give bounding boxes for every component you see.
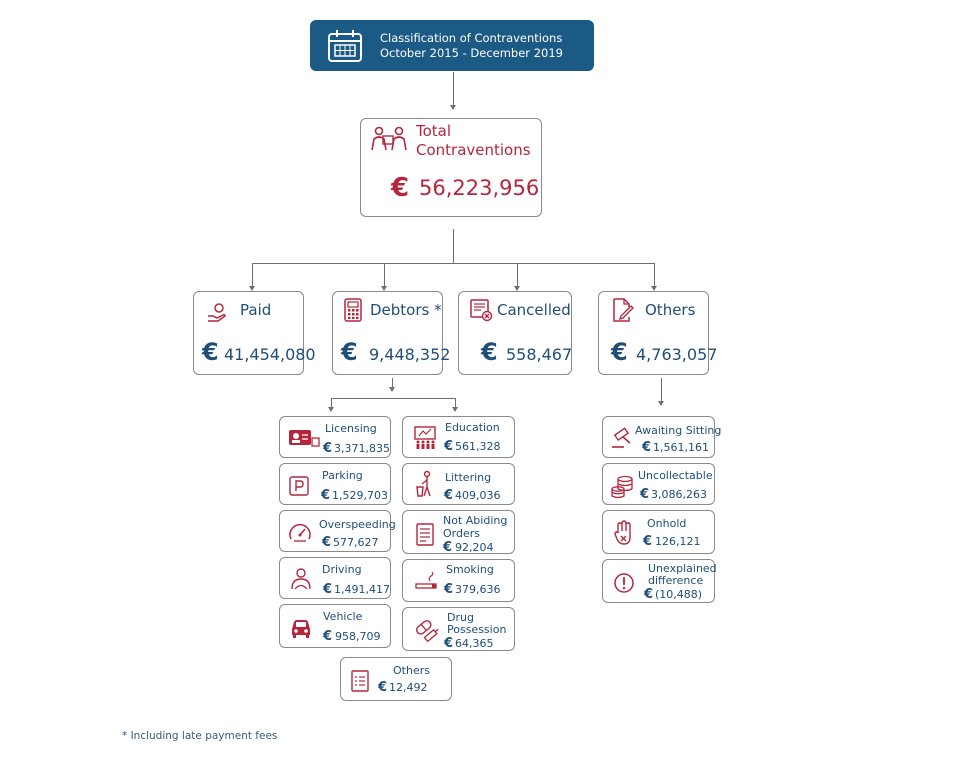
driving-currency: € <box>323 582 333 597</box>
cancelled-label: Cancelled <box>497 301 571 319</box>
uncollectable-value: 3,086,263 <box>651 488 707 501</box>
not-abiding-orders-box <box>402 510 515 554</box>
debtors-label: Debtors * <box>370 301 442 319</box>
connector-line <box>252 263 253 287</box>
driving-label: Driving <box>322 563 362 576</box>
littering-currency: € <box>444 488 454 503</box>
littering-icon <box>415 470 437 498</box>
connector-line <box>453 229 454 263</box>
onhold-value: 126,121 <box>655 535 701 548</box>
header-banner <box>310 20 594 71</box>
header-title: Classification of Contraventions <box>380 31 563 45</box>
driving-box <box>279 557 391 599</box>
awaiting-sitting-value: 1,561,161 <box>653 441 709 454</box>
paid-label: Paid <box>240 301 272 319</box>
unexplained-label-line1: Unexplained <box>648 562 717 575</box>
total-contraventions-box <box>360 118 542 217</box>
connector-line <box>453 72 454 106</box>
drug-value: 64,365 <box>455 637 494 650</box>
connector-line <box>654 263 655 287</box>
others-label: Others <box>645 301 696 319</box>
parking-value: 1,529,703 <box>332 489 388 502</box>
debtors-others-currency: € <box>378 680 388 695</box>
awaiting-sitting-label: Awaiting Sitting <box>635 424 722 437</box>
debtors-others-label: Others <box>393 664 430 677</box>
smoking-label: Smoking <box>446 563 494 576</box>
overspeeding-label: Overspeeding <box>319 518 396 531</box>
paid-value: 41,454,080 <box>224 345 316 364</box>
connector-line <box>661 378 662 402</box>
driving-value: 1,491,417 <box>334 583 390 596</box>
vehicle-value: 958,709 <box>335 630 381 643</box>
others-currency: € <box>611 338 628 366</box>
hand-coin-icon <box>206 302 228 324</box>
onhold-currency: € <box>643 534 653 549</box>
calculator-icon <box>343 298 363 322</box>
pills-icon <box>413 618 441 644</box>
cancelled-value: 558,467 <box>506 345 573 364</box>
document-pen-icon <box>611 297 635 323</box>
total-title-line2: Contraventions <box>416 141 531 159</box>
drug-possession-box <box>402 607 515 651</box>
paid-currency: € <box>202 338 219 366</box>
uncollectable-box <box>602 463 715 505</box>
licensing-label: Licensing <box>325 422 377 435</box>
education-currency: € <box>444 439 454 454</box>
paid-box <box>193 291 316 375</box>
connector-arrow <box>328 407 334 412</box>
not-abiding-currency: € <box>443 540 453 555</box>
licensing-value: 3,371,835 <box>334 442 390 455</box>
not-abiding-value: 92,204 <box>455 541 494 554</box>
exclamation-icon <box>613 572 635 594</box>
connector-line <box>252 263 654 264</box>
parking-box <box>279 463 391 505</box>
licensing-box <box>279 416 391 458</box>
list-document-icon <box>350 670 370 692</box>
vehicle-box <box>279 604 391 648</box>
cancelled-document-icon <box>469 298 493 322</box>
parking-label: Parking <box>322 469 363 482</box>
littering-value: 409,036 <box>455 489 501 502</box>
littering-label: Littering <box>445 471 492 484</box>
onhold-label: Onhold <box>647 517 687 530</box>
gavel-icon <box>610 427 636 449</box>
connector-arrow <box>450 105 456 110</box>
parking-sign-icon <box>289 476 309 496</box>
footnote: * Including late payment fees <box>122 730 278 742</box>
connector-arrow <box>452 407 458 412</box>
overspeeding-value: 577,627 <box>333 536 379 549</box>
license-card-icon <box>288 428 320 448</box>
calendar-icon <box>326 28 364 64</box>
debtors-currency: € <box>341 338 358 366</box>
others-value: 4,763,057 <box>636 345 718 364</box>
cancelled-box <box>458 291 572 375</box>
overspeeding-box <box>279 510 396 552</box>
cigarette-icon <box>414 572 440 592</box>
connector-arrow <box>389 387 395 392</box>
drug-label-line1: Drug <box>447 611 474 624</box>
smoking-box <box>402 559 515 602</box>
cancelled-currency: € <box>481 338 498 366</box>
smoking-value: 379,636 <box>455 583 501 596</box>
speedometer-icon <box>288 522 312 544</box>
orders-document-icon <box>415 522 437 548</box>
licensing-currency: € <box>323 441 333 456</box>
stop-hand-icon <box>613 519 635 547</box>
vehicle-label: Vehicle <box>323 610 363 623</box>
header-subtitle: October 2015 - December 2019 <box>380 46 563 60</box>
classroom-icon <box>414 426 436 450</box>
littering-box <box>402 463 515 505</box>
unexplained-value: (10,488) <box>655 588 703 601</box>
connector-line <box>331 398 455 399</box>
awaiting-sitting-currency: € <box>642 440 652 455</box>
overspeeding-currency: € <box>322 535 332 550</box>
debtors-value: 9,448,352 <box>369 345 451 364</box>
coins-stack-icon <box>610 474 636 500</box>
debtors-box <box>332 291 451 375</box>
vehicle-currency: € <box>323 629 333 644</box>
parking-currency: € <box>321 488 331 503</box>
drug-label-line2: Possession <box>447 623 507 636</box>
connector-line <box>384 263 385 287</box>
car-icon <box>289 617 313 639</box>
smoking-currency: € <box>444 582 454 597</box>
awaiting-sitting-box <box>602 416 722 458</box>
debtors-others-value: 12,492 <box>389 681 428 694</box>
education-label: Education <box>445 421 500 434</box>
not-abiding-label-line2: Orders <box>443 527 480 540</box>
not-abiding-label-line1: Not Abiding <box>443 514 508 527</box>
unexplained-label-line2: difference <box>648 574 704 587</box>
connector-arrow <box>658 401 664 406</box>
total-title-line1: Total <box>416 122 452 140</box>
unexplained-currency: € <box>644 587 654 602</box>
uncollectable-currency: € <box>640 487 650 502</box>
debtors-others-box <box>340 657 452 701</box>
unexplained-difference-box <box>602 559 715 603</box>
connector-line <box>517 263 518 287</box>
drug-currency: € <box>444 636 454 651</box>
people-icon <box>369 126 409 152</box>
uncollectable-label: Uncollectable <box>638 469 713 482</box>
onhold-box <box>602 510 715 554</box>
total-value: 56,223,956 <box>419 176 540 200</box>
others-box <box>598 291 718 375</box>
education-value: 561,328 <box>455 440 501 453</box>
education-box <box>402 416 515 458</box>
total-currency: € <box>391 173 410 203</box>
driver-icon <box>289 567 313 591</box>
